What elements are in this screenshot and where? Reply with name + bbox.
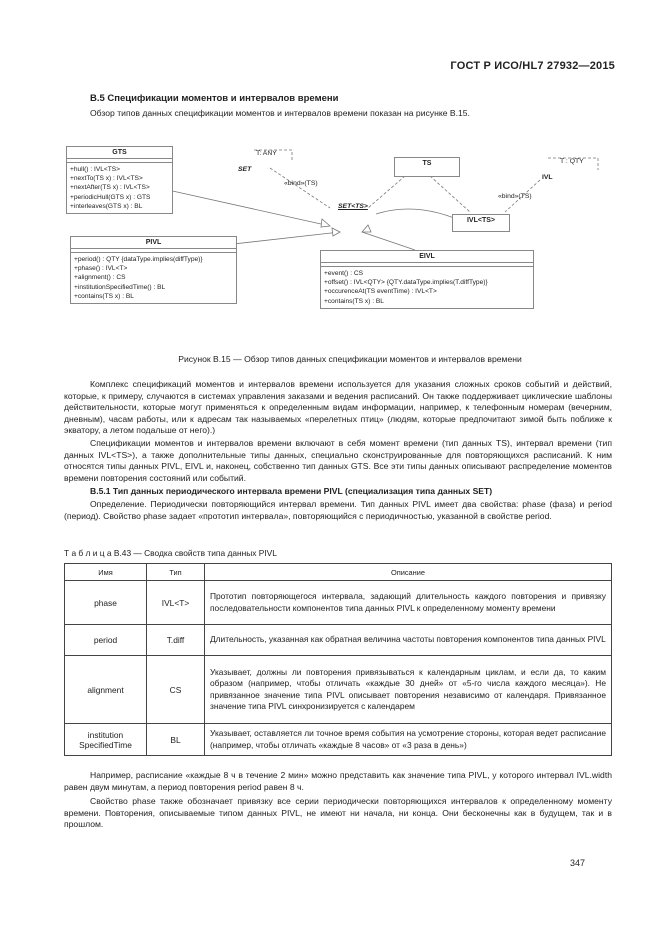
cell-type: IVL<T> xyxy=(147,581,205,625)
connector-ts-ivl xyxy=(430,176,470,212)
cell-desc: Прототип повторяющегося интервала, задающий длительность каждого повторения и привязку последовательности компонентов типа данных PIVL к определенному моменту времени xyxy=(205,581,612,625)
paragraph-5: Свойство phase также обозначает привязку все серии периодически повторяющихся интервалов к определенному моменту времени. Повторения, описываемые типом данных PIVL, не имеют ни начала, ни конца. Они бесконечны как в будущем, так и в прошлом. xyxy=(64,796,612,830)
class-box-pivl xyxy=(70,236,237,304)
class-operations: +hull() : IVL<TS> +nextTo(TS x) : IVL<TS> +nextAfter(TS x) : IVL<TS> +periodicHull(GTS x) : GTS +interleaves(GTS x) : BL xyxy=(70,166,151,210)
figure-caption: Рисунок В.15 — Обзор типов данных спецификации моментов и интервалов времени xyxy=(178,354,522,364)
col-header-type: Тип xyxy=(147,564,205,581)
class-operations: +event() : CS +offset() : IVL<QTY> {QTY.dataType.implies(T.diffType)} +occurenceAt(TS eventTime) : IVL<T> +contains(TS x) : BL xyxy=(324,270,488,305)
paragraph-3: Определение. Периодически повторяющийся интервал времени. Тип данных PIVL имеет два свойства: phase (фаза) и period (период). Свойство phase задает «прототип интервала», повторяющийся с периодичностью, указанной в свойстве period. xyxy=(64,499,612,521)
class-box-ts: TS xyxy=(394,157,460,177)
paragraph-4: Например, расписание «каждые 8 ч в течение 2 мин» можно представить как значение типа PIVL, у которого интервал IVL.width равен двум минутам, а период повторения period равен 8 ч. xyxy=(64,770,612,792)
section-intro: Обзор типов данных спецификации моментов и интервалов времени показан на рисунке В.15. xyxy=(90,108,470,118)
document-header: ГОСТ Р ИСО/HL7 27932—2015 xyxy=(450,60,615,72)
subsection-title: В.5.1 Тип данных периодического интервала времени PIVL (специализация типа данных SET) xyxy=(90,486,493,496)
connector-set-bind xyxy=(270,168,330,208)
cell-desc: Длительность, указанная как обратная величина частоты повторения компонентов типа данных PIVL xyxy=(205,625,612,656)
table-caption: Т а б л и ц а В.43 — Сводка свойств типа данных PIVL xyxy=(64,548,277,558)
page-number: 347 xyxy=(570,858,586,868)
arrowhead-pivl xyxy=(332,228,340,236)
paragraph-2: Спецификации моментов и интервалов времени включают в себя момент времени (тип данных TS), интервал времени (тип данных IVL<TS>), а также дополнительные типы данных, специально сконструированные для повторяющихся расписаний. К ним относятся типы данных PIVL, EIVL и, наконец, собственно тип данных GTS. Все эти типы данных описывают распределение моментов времени повторения состояний или событий. xyxy=(64,438,612,483)
table-row xyxy=(65,581,612,625)
cell-type: BL xyxy=(147,724,205,756)
cell-name: alignment xyxy=(65,656,147,724)
connector-gts-set xyxy=(168,190,330,226)
cell-desc: Указывает, оставляется ли точное время события на усмотрение стороны, которая ведет расписание (например, чтобы отличать «каждые 8 часов» от «3 раза в день») xyxy=(205,724,612,756)
cell-name: period xyxy=(65,625,147,656)
cell-type: T.diff xyxy=(147,625,205,656)
bind-right-label: «bind»(TS) xyxy=(498,193,532,200)
arrowhead-eivl xyxy=(362,225,371,232)
cell-name: phase xyxy=(65,581,147,625)
section-title: В.5 Спецификации моментов и интервалов времени xyxy=(90,93,339,104)
cell-type: CS xyxy=(147,656,205,724)
pivl-properties-table xyxy=(64,563,612,756)
cell-desc: Указывает, должны ли повторения привязываться к календарным циклам, и если да, то каким образом (например, чтобы отличать «каждые 30 дней» от «5-го числа каждого месяца»). Не привязанное значение типа PIVL описывает повторения независимо от календаря. Привязанное значение типа PIVL синхронизируется с календарем xyxy=(205,656,612,724)
paragraph-1: Комплекс спецификаций моментов и интервалов времени используется для указания сложных сроков событий и действий, которые, к примеру, случаются в системах управления заказами и ведения расписаний. Он также поддерживает циклические шаблоны действительности, которые могут применяться к определенным видам информации, например, к телефонным номерам (вечерним, дневным), часам работы, или к адресам так называемых «перелетных птиц» (людям, которые предпочитают зимой быть поближе к экватору, а летом подальше от него).) xyxy=(64,379,612,436)
table-header-row xyxy=(65,564,612,581)
arrowhead-gts xyxy=(321,219,330,227)
bind-left-label: «bind»(TS) xyxy=(284,180,318,187)
class-title: EIVL xyxy=(321,251,533,263)
table-row xyxy=(65,656,612,724)
class-title: PIVL xyxy=(71,237,236,249)
table-row xyxy=(65,625,612,656)
connector-eivl-set xyxy=(362,232,415,250)
class-box-gts xyxy=(66,146,173,214)
class-box-eivl xyxy=(320,250,534,309)
ivl-template-label: IVL xyxy=(542,174,553,181)
col-header-desc: Описание xyxy=(205,564,612,581)
set-template-label: SET xyxy=(238,166,252,173)
connector-ts-set xyxy=(368,176,405,208)
class-title: GTS xyxy=(67,147,172,159)
uml-diagram xyxy=(0,0,661,350)
set-param-label: T: ANY xyxy=(256,150,277,157)
cell-name: institution SpecifiedTime xyxy=(65,724,147,756)
set-ts-label: SET<TS> xyxy=(338,203,368,210)
col-header-name: Имя xyxy=(65,564,147,581)
class-operations: +period() : QTY {dataType.implies(diffType)} +phase() : IVL<T> +alignment() : CS +institutionSpecifiedTime() : BL +contains(TS x) : BL xyxy=(74,256,203,300)
class-box-ivl-ts: IVL<TS> xyxy=(452,214,510,232)
table-row xyxy=(65,724,612,756)
ivl-param-label: T : QTY xyxy=(560,158,584,165)
